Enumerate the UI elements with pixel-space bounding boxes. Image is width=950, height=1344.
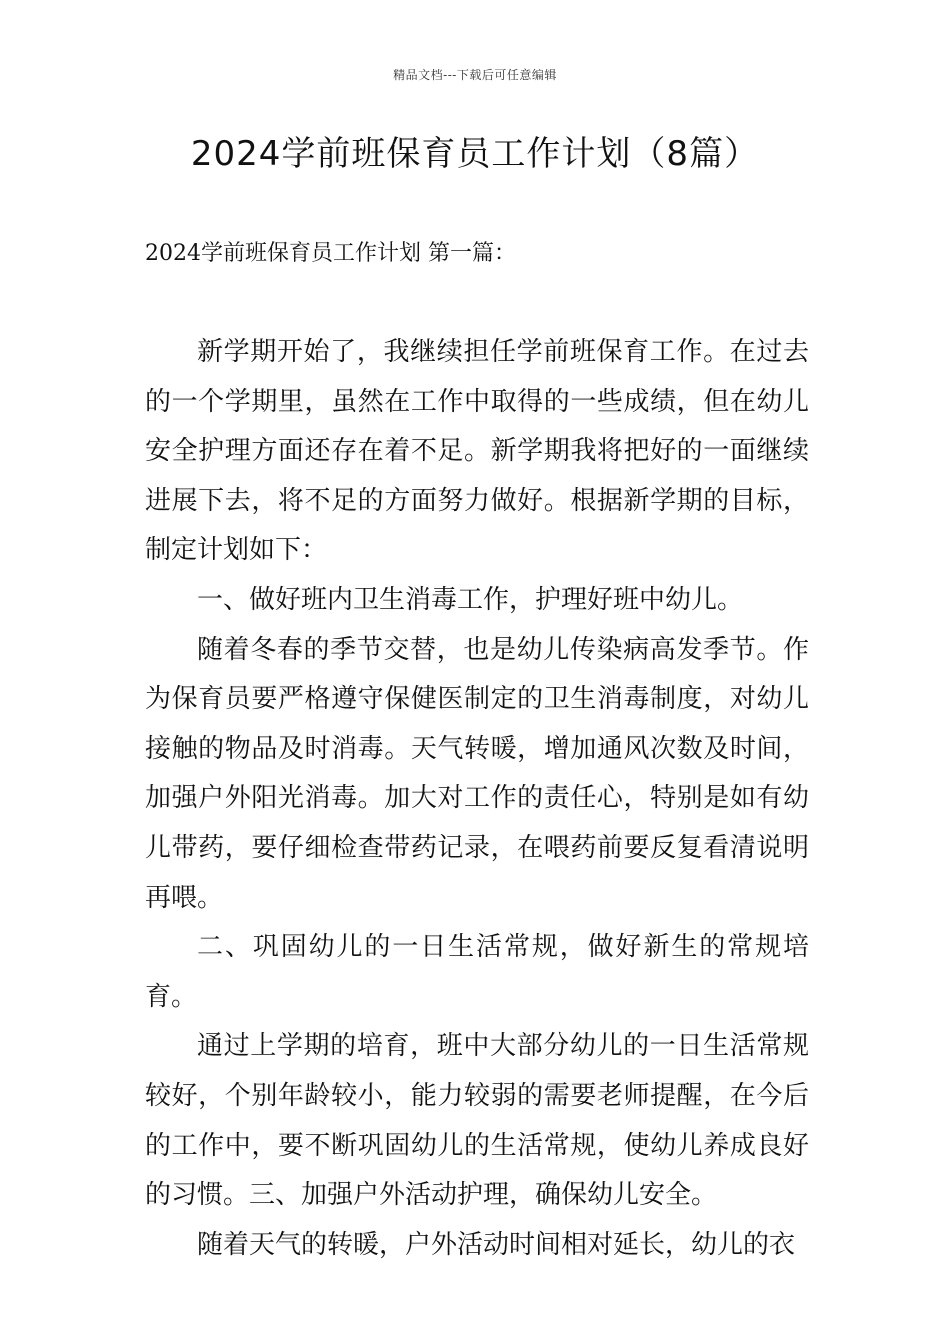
body-text <box>145 328 809 1270</box>
header-note: 精品文档---下载后可任意编辑 <box>393 68 557 82</box>
section-heading: 2024学前班保育员工作计划 第一篇： <box>145 241 516 266</box>
paragraph-outdoor: 随着天气的转暖，户外活动时间相对延长，幼儿的衣 <box>197 1229 796 1260</box>
paragraph-hygiene: 随着冬春的季节交替，也是幼儿传染病高发季节。作为保育员要严格遵守保健医制定的卫生消毒制度，对幼儿接触的物品及时消毒。天气转暖，增加通风次数及时间，加强户外阳光消毒。加大对工作的责任心，特别是如有幼儿带药，要仔细检查带药记录，在喂药前要反复看清说明再喂。 <box>145 634 809 913</box>
document-title: 2024学前班保育员工作计划（8篇） <box>190 134 760 174</box>
paragraph-heading-two: 二、巩固幼儿的一日生活常规，做好新生的常规培育。 <box>145 932 809 1012</box>
paragraph-heading-one: 一、做好班内卫生消毒工作，护理好班中幼儿。 <box>197 584 744 615</box>
paragraph-routine: 通过上学期的培育，班中大部分幼儿的一日生活常规较好，个别年龄较小，能力较弱的需要老师提醒，在今后的工作中，要不断巩固幼儿的生活常规，使幼儿养成良好的习惯。三、加强户外活动护理，确保幼儿安全。 <box>145 1031 809 1211</box>
paragraph-intro: 新学期开始了，我继续担任学前班保育工作。在过去的一个学期里，虽然在工作中取得的一些成绩，但在幼儿安全护理方面还存在着不足。新学期我将把好的一面继续进展下去，将不足的方面努力做好。根据新学期的目标，制定计划如下： <box>145 337 809 566</box>
